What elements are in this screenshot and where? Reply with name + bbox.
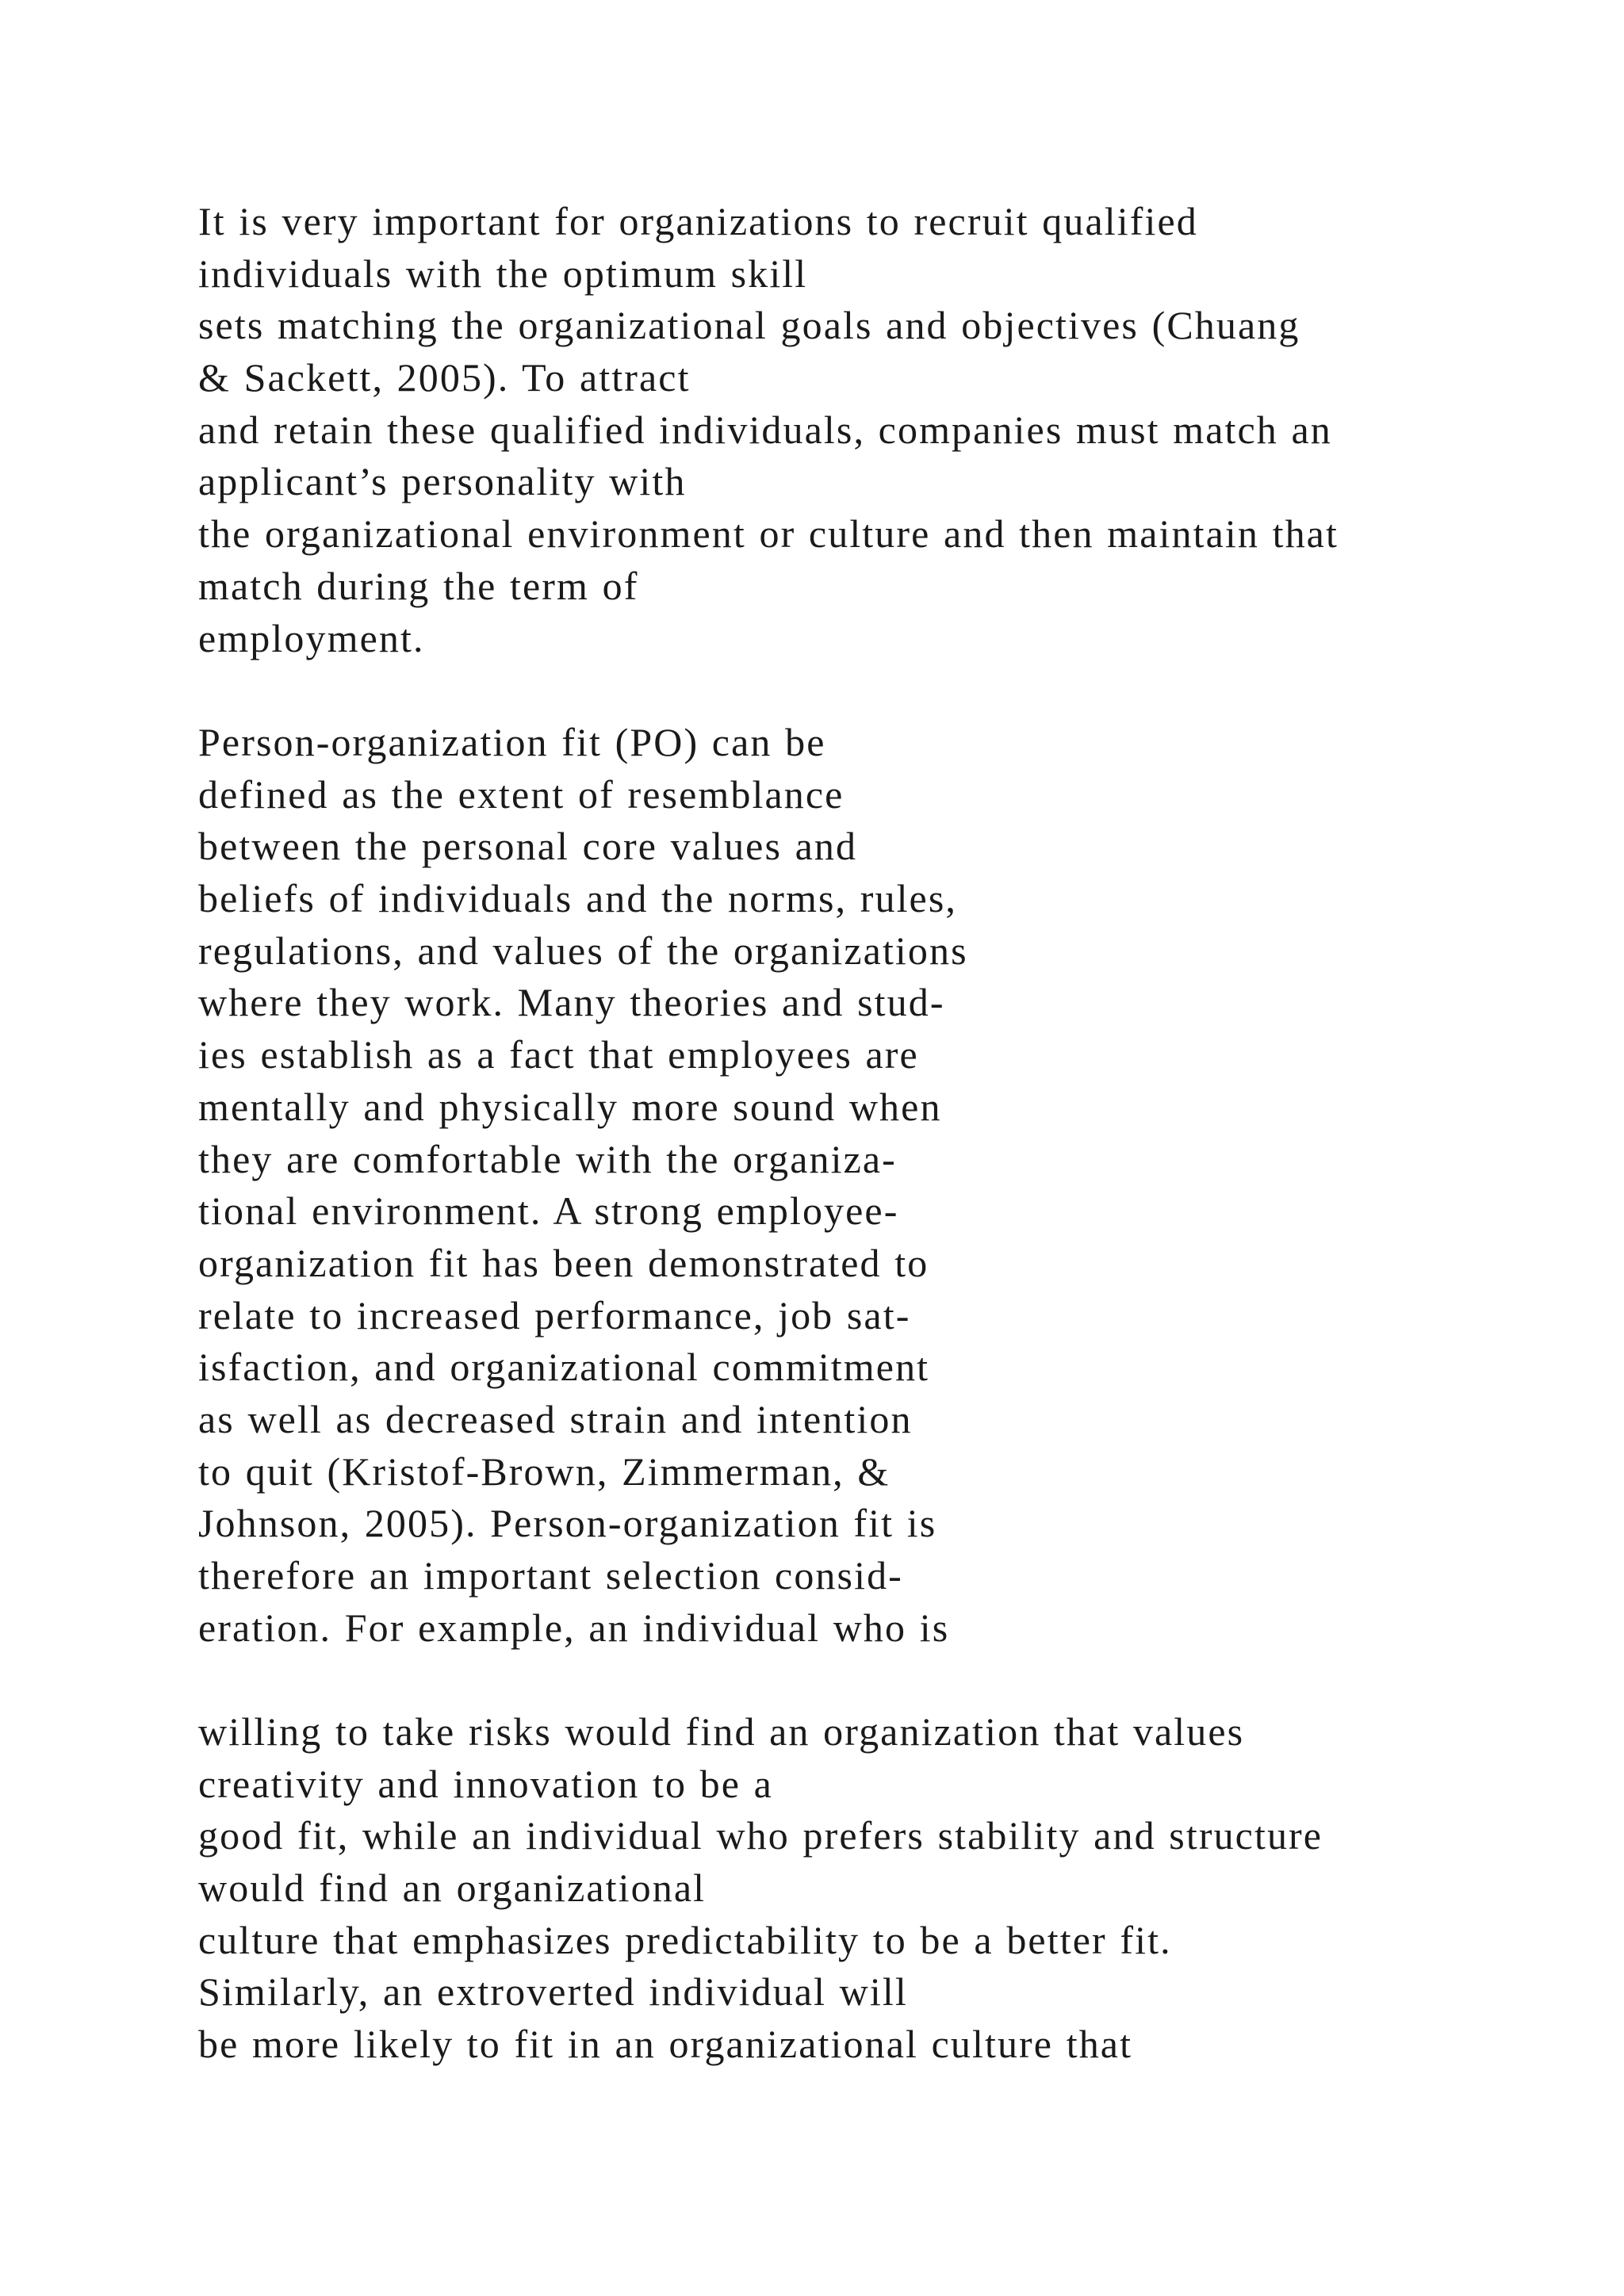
text-line: organization fit has been demonstrated to [198,1240,929,1285]
text-line: where they work. Many theories and stud- [198,980,945,1025]
text-line: defined as the extent of resemblance [198,771,845,817]
paragraph-recruitment [198,196,1339,664]
text-line: between the personal core values and [198,824,858,869]
text-line: applicant’s personality with [198,459,687,504]
text-line: regulations, and values of the organizations [198,928,968,973]
text-line: Person-organization fit (PO) can be [198,720,826,764]
text-line: tional environment. A strong employee- [198,1188,899,1234]
text-line: creativity and innovation to be a [198,1761,773,1806]
text-line: the organizational environment or culture and then maintain that [198,511,1339,557]
text-line: individuals with the optimum skill [198,251,808,296]
text-line: mentally and physically more sound when [198,1084,942,1129]
text-line: ies establish as a fact that employees are [198,1032,919,1077]
text-line: relate to increased performance, job sat- [198,1292,911,1337]
text-line: good fit, while an individual who prefers stability and structure [198,1813,1323,1858]
text-line: they are comfortable with the organiza- [198,1136,897,1181]
text-line: Similarly, an extroverted individual will [198,1969,908,2015]
text-line: to quit (Kristof-Brown, Zimmerman, & [198,1448,891,1494]
text-line: Johnson, 2005). Person-organization fit is [198,1501,937,1546]
text-line: and retain these qualified individuals, companies must match an [198,407,1332,452]
text-line: match during the term of [198,563,639,608]
text-line: isfaction, and organizational commitment [198,1345,930,1390]
text-line: would find an organizational [198,1866,707,1911]
text-line: employment. [198,615,425,660]
text-line: & Sackett, 2005). To attract [198,355,691,400]
text-line: be more likely to fit in an organizational culture that [198,2022,1133,2067]
text-line: beliefs of individuals and the norms, rules, [198,876,958,921]
text-line: therefore an important selection consid- [198,1553,903,1598]
text-line: sets matching the organizational goals and objectives (Chuang [198,303,1300,348]
paragraph-fit-examples [198,1706,1323,2071]
text-line: eration. For example, an individual who is [198,1605,950,1650]
paragraph-person-organization-fit [198,717,968,1654]
text-line: as well as decreased strain and intention [198,1396,913,1441]
text-line: willing to take risks would find an organization that values [198,1709,1245,1754]
text-line: culture that emphasizes predictability to be a better fit. [198,1917,1172,1962]
text-line: It is very important for organizations to recruit qualified [198,199,1198,243]
